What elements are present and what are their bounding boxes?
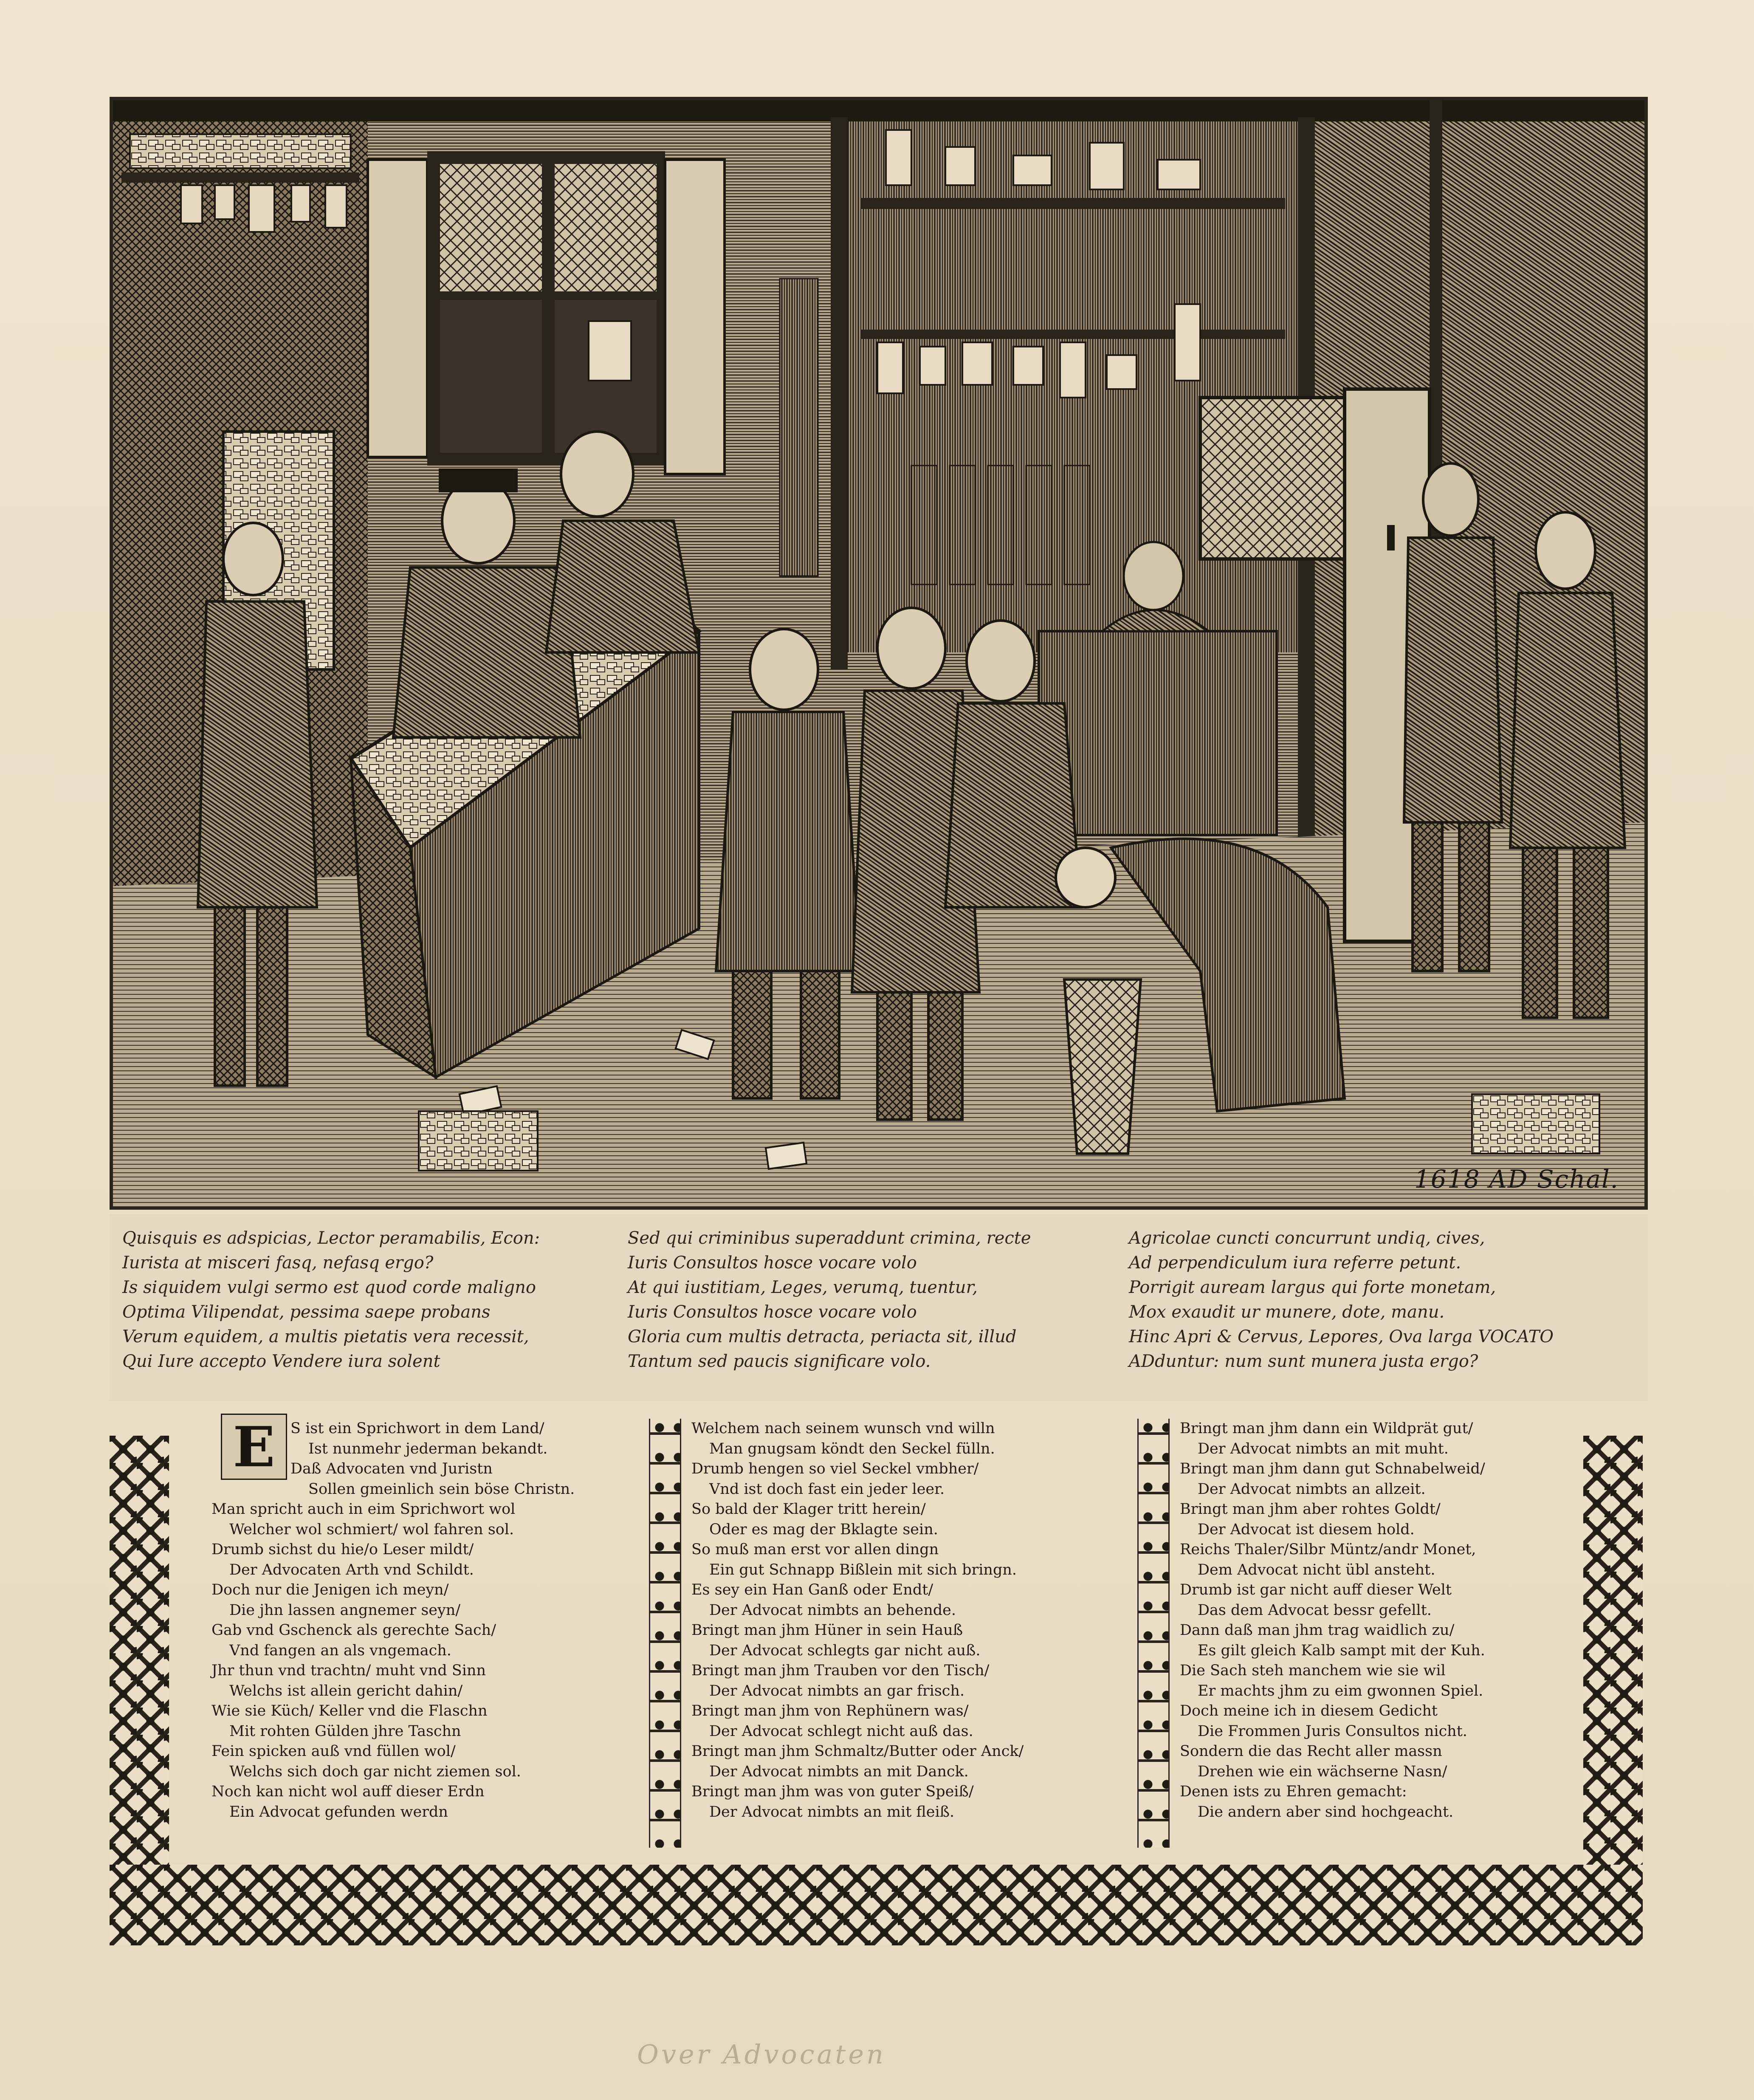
latin-line: Porrigit auream largus qui forte monetam,	[1129, 1278, 1496, 1297]
german-line: S ist ein Sprichwort in dem Land/	[290, 1420, 544, 1437]
german-line: Vnd ist doch fast ein jeder leer.	[709, 1480, 945, 1498]
latin-line: Hinc Apri & Cervus, Lepores, Ova larga VOCATO	[1129, 1327, 1554, 1346]
german-line: Die andern aber sind hochgeacht.	[1198, 1803, 1454, 1821]
german-line: So muß man erst vor allen dingn	[691, 1541, 939, 1558]
german-line: Der Advocat nimbts an behende.	[709, 1601, 956, 1619]
latin-line: Mox exaudit ur munere, dote, manu.	[1129, 1302, 1445, 1322]
german-line: Es sey ein Han Ganß oder Endt/	[691, 1581, 933, 1598]
german-line: Bringt man jhm dann ein Wildprät gut/	[1180, 1420, 1473, 1437]
german-line: Bringt man jhm Trauben vor den Tisch/	[691, 1662, 990, 1679]
german-line: Oder es mag der Bklagte sein.	[709, 1521, 938, 1538]
german-line: Der Advocat nimbts an gar frisch.	[709, 1682, 965, 1699]
german-line: Noch kan nicht wol auff dieser Erdn	[211, 1783, 485, 1800]
engraving-scene	[110, 97, 1648, 1210]
latin-line: Iuris Consultos hosce vocare volo	[628, 1302, 917, 1322]
latin-line: Tantum sed paucis significare volo.	[628, 1352, 931, 1371]
latin-line: Sed qui criminibus superaddunt crimina, recte	[628, 1228, 1031, 1248]
german-column-1b	[211, 1499, 521, 1822]
german-line: Es gilt gleich Kalb sampt mit der Kuh.	[1198, 1642, 1485, 1659]
latin-verse-panel	[110, 1214, 1648, 1401]
latin-line: Quisquis es adspicias, Lector peramabilis, Econ:	[122, 1228, 540, 1248]
latin-line: Agricolae cuncti concurrunt undiq, cives,	[1129, 1228, 1485, 1248]
german-line: Doch meine ich in diesem Gedicht	[1180, 1702, 1438, 1719]
latin-line: At qui iustitiam, Leges, verumq, tuentur,	[628, 1278, 978, 1297]
german-line: Welchs ist allein gericht dahin/	[229, 1682, 463, 1699]
german-line: Er machts jhm zu eim gwonnen Spiel.	[1198, 1682, 1483, 1699]
ornamental-divider-1	[649, 1419, 681, 1848]
german-line: Der Advocat ist diesem hold.	[1198, 1521, 1415, 1538]
engraving-illustration	[113, 100, 1644, 1206]
latin-column-3	[1129, 1226, 1554, 1374]
bottom-ornamental-border	[110, 1865, 1643, 1945]
german-line: Das dem Advocat bessr gefellt.	[1198, 1601, 1432, 1619]
german-column-3	[1180, 1419, 1485, 1822]
german-line: Drumb ist gar nicht auff dieser Welt	[1180, 1581, 1452, 1598]
german-line: Bringt man jhm Schmaltz/Butter oder Anck/	[691, 1743, 1024, 1760]
german-line: Die Sach steh manchem wie sie wil	[1180, 1662, 1446, 1679]
german-line: So bald der Klager tritt herein/	[691, 1501, 926, 1518]
german-line: Ist nunmehr jederman bekandt.	[308, 1440, 548, 1457]
german-column-2	[691, 1419, 1024, 1822]
german-line: Dann daß man jhm trag waidlich zu/	[1180, 1622, 1455, 1639]
german-line: Bringt man jhm dann gut Schnabelweid/	[1180, 1460, 1485, 1477]
latin-line: Gloria cum multis detracta, periacta sit, illud	[628, 1327, 1017, 1346]
latin-column-1	[122, 1226, 540, 1374]
latin-line: Iuris Consultos hosce vocare volo	[628, 1253, 917, 1273]
german-line: Welchs sich doch gar nicht ziemen sol.	[229, 1763, 521, 1780]
pencil-inscription: Over Advocaten	[637, 2039, 886, 2070]
ornamental-divider-2	[1137, 1419, 1170, 1848]
german-line: Sollen gmeinlich sein böse Christn.	[308, 1480, 575, 1498]
german-line: Bringt man jhm Hüner in sein Hauß	[691, 1622, 963, 1639]
latin-line: Ad perpendiculum iura referre petunt.	[1129, 1253, 1461, 1273]
german-line: Man spricht auch in eim Sprichwort wol	[211, 1501, 516, 1518]
german-verse-panel	[110, 1402, 1648, 1954]
german-line: Drumb hengen so viel Seckel vmbher/	[691, 1460, 979, 1477]
latin-line: ADduntur: num sunt munera justa ergo?	[1129, 1352, 1478, 1371]
german-line: Der Advocat schlegt nicht auß das.	[709, 1722, 973, 1740]
german-line: Drehen wie ein wächserne Nasn/	[1198, 1763, 1447, 1780]
latin-line: Qui Iure accepto Vendere iura solent	[122, 1352, 440, 1371]
german-line: Ein Advocat gefunden werdn	[229, 1803, 448, 1821]
german-line: Welcher wol schmiert/ wol fahren sol.	[229, 1521, 514, 1538]
german-line: Der Advocat nimbts an mit Danck.	[709, 1763, 969, 1780]
german-line: Denen ists zu Ehren gemacht:	[1180, 1783, 1407, 1800]
latin-line: Verum equidem, a multis pietatis vera recessit,	[122, 1327, 529, 1346]
german-line: Der Advocat nimbts an mit fleiß.	[709, 1803, 955, 1821]
right-ornamental-border	[1583, 1436, 1643, 1865]
engraver-signature: 1618 AD Schal.	[1414, 1165, 1619, 1194]
german-line: Sondern die das Recht aller massn	[1180, 1743, 1442, 1760]
german-line: Daß Advocaten vnd Juristn	[290, 1460, 493, 1477]
german-line: Man gnugsam köndt den Seckel fülln.	[709, 1440, 995, 1457]
german-line: Dem Advocat nicht übl ansteht.	[1198, 1561, 1435, 1578]
german-line: Der Advocat nimbts an allzeit.	[1198, 1480, 1426, 1498]
german-line: Fein spicken auß vnd füllen wol/	[211, 1743, 456, 1760]
german-line: Bringt man jhm von Rephünern was/	[691, 1702, 969, 1719]
german-line: Doch nur die Jenigen ich meyn/	[211, 1581, 449, 1598]
decorated-initial: E	[221, 1414, 287, 1480]
german-line: Der Advocaten Arth vnd Schildt.	[229, 1561, 474, 1578]
latin-line: Optima Vilipendat, pessima saepe probans	[122, 1302, 491, 1322]
german-line: Der Advocat nimbts an mit muht.	[1198, 1440, 1449, 1457]
latin-line: Is siquidem vulgi sermo est quod corde maligno	[122, 1278, 536, 1297]
latin-column-2	[628, 1226, 1031, 1374]
german-line: Vnd fangen an als vngemach.	[229, 1642, 451, 1659]
latin-line: Iurista at misceri fasq, nefasq ergo?	[122, 1253, 434, 1273]
german-line: Die jhn lassen angnemer seyn/	[229, 1601, 461, 1619]
german-line: Die Frommen Juris Consultos nicht.	[1198, 1722, 1467, 1740]
german-line: Der Advocat schlegts gar nicht auß.	[709, 1642, 981, 1659]
german-line: Ein gut Schnapp Bißlein mit sich bringn.	[709, 1561, 1017, 1578]
german-line: Bringt man jhm aber rohtes Goldt/	[1180, 1501, 1441, 1518]
german-line: Gab vnd Gschenck als gerechte Sach/	[211, 1622, 496, 1639]
german-line: Reichs Thaler/Silbr Müntz/andr Monet,	[1180, 1541, 1476, 1558]
german-line: Mit rohten Gülden jhre Taschn	[229, 1722, 461, 1740]
german-line: Jhr thun vnd trachtn/ muht vnd Sinn	[211, 1662, 486, 1679]
left-ornamental-border	[110, 1436, 169, 1865]
german-column-1a	[290, 1419, 575, 1499]
german-line: Wie sie Küch/ Keller vnd die Flaschn	[211, 1702, 488, 1719]
german-line: Welchem nach seinem wunsch vnd willn	[691, 1420, 995, 1437]
german-line: Bringt man jhm was von guter Speiß/	[691, 1783, 974, 1800]
german-line: Drumb sichst du hie/o Leser mildt/	[211, 1541, 474, 1558]
